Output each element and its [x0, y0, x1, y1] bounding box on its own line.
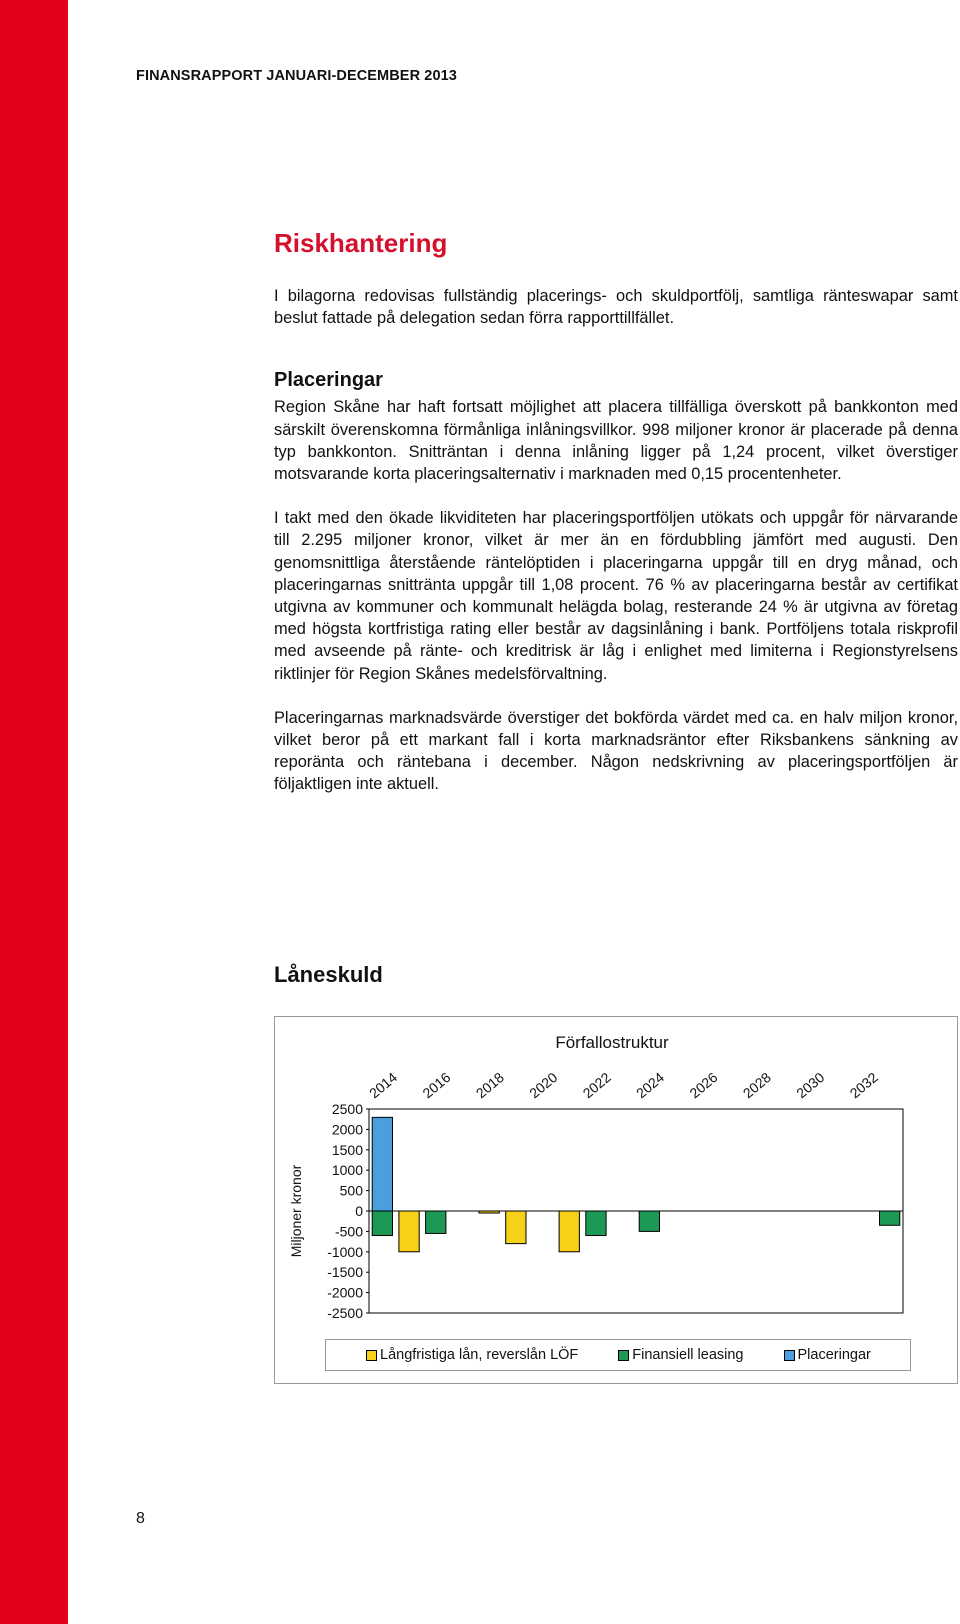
x-tick-label: 2018 [472, 1069, 507, 1102]
y-axis-label: Miljoner kronor [288, 1164, 304, 1258]
y-tick-label: -2000 [327, 1284, 363, 1301]
maturity-chart [274, 1016, 958, 1384]
page-number: 8 [136, 1510, 145, 1527]
placeringar-paragraph-1: Region Skåne har haft fortsatt möjlighet att placera tillfälliga överskott på bankkonton med särskilt överenskomna förmånliga inlåningsvillkor. 998 miljoner kronor är placerade på denna typ bankkonton. Snitträntan i denna inlåning ligger på 1,24 procent, vilket överstiger motsvarande korta placeringsalternativ i marknaden med 0,15 procentenheter. [274, 398, 958, 484]
legend-item [618, 1347, 743, 1363]
x-tick-label: 2030 [793, 1069, 828, 1102]
bar-2014-series-2 [372, 1117, 392, 1211]
y-tick-label: 1000 [331, 1162, 363, 1179]
bar-2014-series-1 [372, 1211, 392, 1235]
x-tick-label: 2028 [739, 1069, 774, 1102]
y-tick-label: -1500 [327, 1264, 363, 1281]
legend-label: Finansiell leasing [632, 1347, 744, 1363]
y-tick-label: 2000 [331, 1121, 363, 1138]
x-tick-label: 2020 [526, 1069, 561, 1102]
bar-2016-series-1 [426, 1211, 446, 1233]
legend-item [366, 1347, 578, 1363]
legend-label: Långfristiga lån, reverslån LÖF [380, 1347, 579, 1363]
x-tick-label: 2024 [632, 1069, 668, 1102]
y-tick-label: -500 [334, 1223, 363, 1240]
chart-canvas [275, 1017, 959, 1385]
chart-title: Förfallostruktur [555, 1033, 669, 1052]
legend-label: Placeringar [797, 1347, 871, 1363]
bar-2021-series-0 [559, 1211, 579, 1252]
y-tick-label: 2500 [331, 1101, 363, 1117]
x-tick-label: 2022 [579, 1069, 614, 1102]
bar-2024-series-1 [639, 1211, 659, 1231]
legend-item [784, 1347, 871, 1363]
y-tick-label: -1000 [327, 1243, 363, 1260]
legend-swatch [366, 1350, 377, 1361]
x-tick-label: 2014 [365, 1069, 401, 1102]
section-title: Riskhantering [274, 228, 448, 258]
legend-swatch [784, 1350, 795, 1361]
bar-2022-series-1 [586, 1211, 606, 1235]
y-tick-label: 500 [339, 1182, 363, 1199]
x-tick-label: 2016 [419, 1069, 454, 1102]
intro-paragraph: I bilagorna redovisas fullständig placerings- och skuldportfölj, samtliga ränteswapar samt beslut fattade på delegation sedan förra rapporttillfället. [274, 287, 958, 328]
legend-swatch [618, 1350, 629, 1361]
bar-2033-series-1 [880, 1211, 900, 1225]
x-tick-label: 2032 [846, 1069, 881, 1102]
y-tick-label: 0 [355, 1203, 363, 1219]
main-content [274, 228, 958, 796]
bar-2015-series-0 [399, 1211, 419, 1252]
y-tick-label: 1500 [331, 1141, 363, 1158]
placeringar-paragraph-2: I takt med den ökade likviditeten har placeringsportföljen utökats och uppgår för närvarande till 2.295 miljoner kronor, vilket är mer än en fördubbling jämfört med augusti. Den genomsnittliga återstående räntelöptiden i placeringarna uppgår till en dryg månad, och placeringarnas snittränta uppgår till 1,08 procent. 76 % av placeringarna består av certifikat utgivna av kommuner och kommunalt helägda bolag, resterande 24 % är utgivna av företag med högsta kortfristiga rating eller består av dagsinlåning i bank. Portföljens totala riskprofil med avseende på ränte- och kreditrisk är låg i enlighet med limiterna i Regionstyrelsens riktlinjer för Region Skånes medelsförvaltning. [274, 509, 958, 683]
chart-legend [325, 1339, 911, 1371]
laneskuld-heading: Låneskuld [274, 962, 383, 987]
bar-2019-series-0 [506, 1211, 526, 1244]
placeringar-paragraph-3: Placeringarnas marknadsvärde överstiger det bokförda värdet med ca. en halv miljon kronor, vilket beror på ett markant fall i korta marknadsräntor efter Riksbankens sänkning av reporänta och räntebana i december. Någon nedskrivning av placeringsportföljen är följaktligen inte aktuell. [274, 708, 958, 794]
red-margin-bar [0, 0, 68, 1624]
placeringar-heading: Placeringar [274, 369, 383, 392]
y-tick-label: -2500 [327, 1305, 363, 1321]
x-tick-label: 2026 [686, 1069, 721, 1102]
report-header: FINANSRAPPORT JANUARI-DECEMBER 2013 [136, 68, 457, 84]
